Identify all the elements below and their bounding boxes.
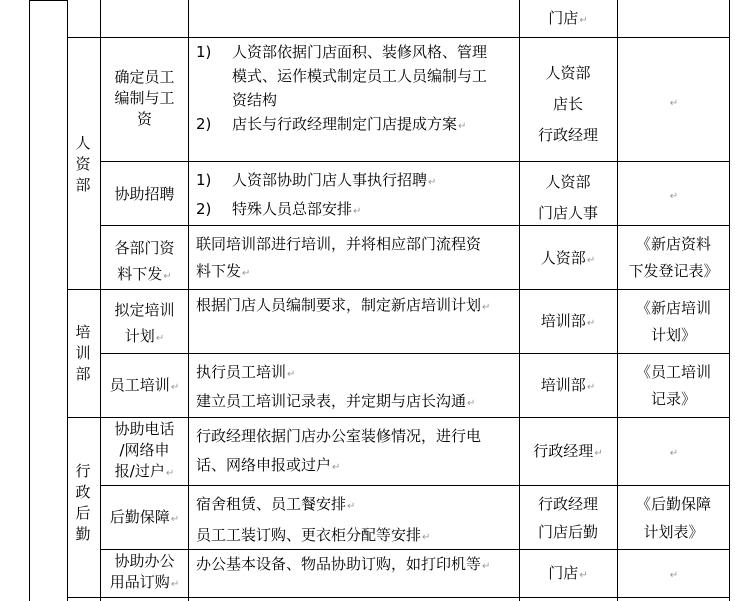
department-label: 培 训 部	[75, 323, 91, 383]
responsible-cell: 人资部 店长 行政经理	[537, 64, 598, 144]
content-cell: 根据门店人员编制要求，制定新店培训计划↵	[196, 296, 491, 314]
content-cell: 1) 人资部依据门店面积、装修风格、管理 模式、运作模式制定员工人员编制与工 资结构 2) 店长与行政经理制定门店提成方案↵	[196, 43, 488, 133]
form-cell: ↵	[669, 448, 679, 459]
grid-line	[67, 597, 730, 598]
item-cell: 各部门资 料下发↵	[114, 239, 175, 283]
content-cell: 执行员工培训↵ 建立员工培训记录表，并定期与店长沟通↵	[196, 363, 476, 410]
item-cell: 协助办公 用品订购↵	[109, 552, 180, 591]
grid-line	[100, 225, 730, 226]
form-cell: 《员工培训 记录》	[635, 363, 711, 408]
form-cell: 《后勤保障 计划表》	[635, 495, 711, 541]
item-cell: 后勤保障↵	[109, 508, 180, 526]
responsible-cell: 培训部↵	[540, 312, 596, 330]
responsible-cell: 门店↵	[548, 564, 588, 582]
responsible-cell: 培训部↵	[540, 376, 596, 394]
grid-line	[100, 161, 730, 162]
department-label: 行 政 后 勤	[75, 462, 91, 543]
department-label: 人 资 部	[75, 134, 91, 194]
content-cell: 联同培训部进行培训，并将相应部门流程资 料下发↵	[196, 235, 482, 280]
form-cell: 《新店培训 计划》	[635, 299, 711, 344]
responsible-cell: 行政经理 门店后勤	[537, 495, 598, 541]
content-cell: 1) 人资部协助门店人事执行招聘↵ 2) 特殊人员总部安排↵	[196, 171, 437, 218]
content-cell: 宿舍租赁、员工餐安排↵ 员工工装订购、更衣柜分配等安排↵	[196, 495, 431, 544]
item-cell: 拟定培训 计划↵	[114, 301, 175, 345]
grid-line	[729, 0, 730, 601]
item-cell: 确定员工 编制与工 资	[114, 68, 175, 128]
grid-line	[29, 0, 67, 1]
content-cell: 办公基本设备、物品协助订购，如打印机等↵	[196, 555, 491, 573]
responsible-cell: 人资部 门店人事	[537, 173, 598, 222]
form-cell: ↵	[669, 98, 679, 109]
responsible-cell: 人资部↵	[540, 249, 596, 267]
item-cell: 员工培训↵	[109, 376, 180, 394]
item-cell: 协助招聘	[114, 185, 175, 203]
grid-line	[188, 0, 189, 601]
grid-line	[29, 0, 30, 601]
form-cell: 《新店资料 下发登记表》	[628, 235, 719, 280]
grid-line	[67, 417, 730, 418]
grid-line	[100, 485, 730, 486]
form-cell: ↵	[669, 191, 679, 202]
grid-line	[67, 37, 730, 38]
form-cell: ↵	[669, 570, 679, 581]
grid-line	[100, 353, 730, 354]
content-cell: 行政经理依据门店办公室装修情况，进行电 话、网络申报或过户↵	[196, 427, 482, 474]
responsible-cell: 行政经理↵	[533, 442, 603, 460]
top-row-responsible: 门店↵	[548, 9, 588, 27]
grid-line	[67, 0, 68, 601]
item-cell: 协助电话 /网络申 报/过户↵	[114, 420, 175, 480]
